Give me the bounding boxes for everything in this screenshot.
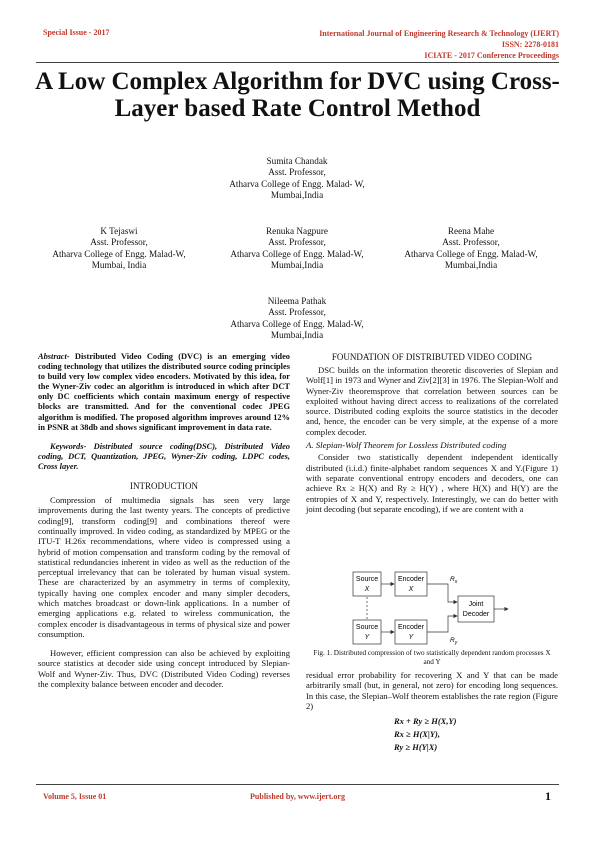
author-affiliation: Atharva College of Engg. Malad- W, [229, 178, 365, 189]
author-role: Asst. Professor, [268, 167, 326, 178]
joint-decoder-box [458, 596, 494, 622]
author-block-4 [396, 226, 546, 272]
footer-volume: Volume 5, Issue 01 [43, 792, 107, 801]
author-name: Renuka Nagpure [266, 226, 328, 236]
foundation-paragraph-1: DSC builds on the information theoretic discoveries of Slepian and Wolf[1] in 1973 and Wyner and Ziv[2][3] in 1976. The Slepian-Wolf and Wyner-Ziv theoremsprove that correlation between sources can be exploited without having direct access to realizations of the correlated source. Distributed coding exploits the source statistics in the decoder and, hence, the encoder can be very simple, at the expense of a more complex decoder. [306, 365, 558, 437]
author-name: K Tejaswi [100, 226, 138, 236]
equation-rate-y: Ry ≥ H(Y|X) [394, 742, 438, 752]
subsection-heading-slepian-wolf: A. Slepian-Wolf Theorem for Lossless Distributed coding [306, 440, 507, 451]
author-affiliation: Atharva College of Engg. Malad-W, [52, 248, 186, 259]
author-block-1 [197, 156, 397, 202]
equation-rate-x: Rx ≥ H(X|Y), [394, 729, 440, 739]
foundation-paragraph-3: residual error probability for recovering X and Y that can be made arbitrarily small (but, in general, not zero) for encoding long sequences. In this case, the Slepian–Wolf theorem establishes the rate region (Figure 2) [306, 670, 558, 711]
section-heading-foundation: FOUNDATION OF DISTRIBUTED VIDEO CODING [331, 352, 533, 362]
author-role: Asst. Professor, [90, 237, 148, 248]
keywords: Keywords- Distributed source coding(DSC), Distributed Video coding, DCT, Quantization, JPEG, Wyner-Ziv coding, LDPC codes, Cross layer. [38, 441, 290, 471]
header-rule [36, 62, 559, 63]
author-city: Mumbai,India [270, 190, 324, 201]
encoder-y-var: Y [408, 634, 414, 641]
foundation-paragraph-2: Consider two statistically dependent independent identically distributed (i.i.d.) finite-alphabet random sequences X and Y.(Figure 1) with separate conventional entropy encoders and decoders, one can achieve Rx ≥ H(X) and Ry ≥ H(Y) , where H(X) and H(Y) are the entropies of X and Y, respectively. Interestingly, we can do better with joint decoding (but separate encoding), if we are content with a [306, 452, 558, 514]
rate-y-label: $R_y$ [450, 637, 458, 646]
intro-heading: INTRODUCTION [130, 481, 198, 492]
rate-x-label: $R_x$ [450, 576, 458, 585]
author-name: Reena Mahe [447, 226, 495, 236]
header-issn: ISSN: 2278-0181 [501, 40, 559, 49]
source-y-var: Y [364, 634, 370, 641]
author-name: Sumita Chandak [266, 156, 328, 166]
page-number: 1 [545, 789, 551, 803]
author-block-5 [197, 296, 397, 342]
author-block-2 [44, 226, 194, 272]
source-y-label: Source [355, 624, 379, 631]
author-affiliation: Atharva College of Engg. Malad-W, [230, 248, 364, 259]
left-column [38, 352, 290, 689]
right-column [306, 352, 558, 514]
figure-1-diagram [350, 570, 510, 646]
source-x-label: Source [355, 576, 379, 583]
foundation-body [306, 365, 558, 514]
author-role: Asst. Professor, [268, 237, 326, 248]
header-journal-block [319, 28, 559, 61]
encoder-y-label: Encoder [397, 624, 425, 631]
source-x-var: X [364, 586, 370, 593]
author-block-3 [222, 226, 372, 272]
joint-decoder-label-1: Joint [468, 601, 484, 608]
author-city: Mumbai,India [270, 260, 324, 271]
equation-joint-rate: Rx + Ry ≥ H(X,Y) [394, 716, 457, 726]
intro-paragraph-1: Compression of multimedia signals has seen very large improvements during the last twenty years. The concepts of predictive coding[9], transform coding[9] and combinations thereof were continually improved. In video coding, as standardized by MPEG or the ITU-T H.26x recommendations, where video is compressed using a hybrid of motion compensation and transform coding by the removal of statistical redundancies inherent in video as well as the reduction of the perceptual irrelevancy that can be tolerated by human visual system. These are characterized by an asymmetry in terms of complexity, typically having one complex encoder and many simpler decoders, which matches broadcast or down-link applications. In a number of emerging applications e.g. related to wireless communication, the complex encoder is disadvantageous in terms of physical size and power consumption. [38, 495, 290, 639]
abstract [38, 352, 290, 433]
paper-title: A Low Complex Algorithm for DVC using Cross-Layer based Rate Control Method [35, 68, 560, 122]
author-city: Mumbai,India [444, 260, 498, 271]
header-conference: ICIATE - 2017 Conference Proceedings [424, 51, 559, 60]
header-journal: International Journal of Engineering Research & Technology (IJERT) [319, 29, 559, 38]
intro-body [38, 495, 290, 689]
joint-decoder-label-2: Decoder [462, 611, 490, 618]
header-issue: Special Issue - 2017 [43, 28, 110, 37]
wire-encoder-y-to-decoder [427, 616, 457, 632]
author-city: Mumbai, India [91, 260, 147, 271]
encoder-x-label: Encoder [397, 576, 425, 583]
author-affiliation: Atharva College of Engg. Malad-W, [404, 248, 538, 259]
abstract-label: Abstract- [38, 352, 70, 361]
author-role: Asst. Professor, [268, 307, 326, 318]
author-affiliation: Atharva College of Engg. Malad-W, [230, 318, 364, 329]
wire-encoder-x-to-decoder [427, 584, 457, 602]
abstract-text: Distributed Video Coding (DVC) is an emerging video coding technology that utilizes the distributed source coding principles to build very low complex video encoders. Motivated by this idea, for the Wyner-Ziv codec an algorithm is introduced in which after DCT only DC coefficients which contain maximum energy of respective blocks are transmitted. And for the conventional codec JPEG algorithm is modified. The proposed algorithm improves around 12% in PSNR at 38db and shows significant improvement in data rate. [38, 352, 290, 432]
author-city: Mumbai,India [270, 330, 324, 341]
encoder-x-var: X [408, 586, 414, 593]
footer-publisher: Published by, www.ijert.org [250, 792, 345, 801]
footer-rule [36, 784, 559, 785]
author-role: Asst. Professor, [442, 237, 500, 248]
intro-paragraph-2: However, efficient compression can also be achieved by exploiting source statistics at decoder side using concept introduced by Slepian-Wolf and Wyner-Ziv. Thus, DVC (Distributed Video Coding) reverses the complexity balance between encoder and decoder. [38, 648, 290, 690]
figure-1-caption: Fig. 1. Distributed compression of two statistically dependent random processes X and Y [313, 649, 551, 666]
author-name: Nileema Pathak [267, 296, 327, 306]
